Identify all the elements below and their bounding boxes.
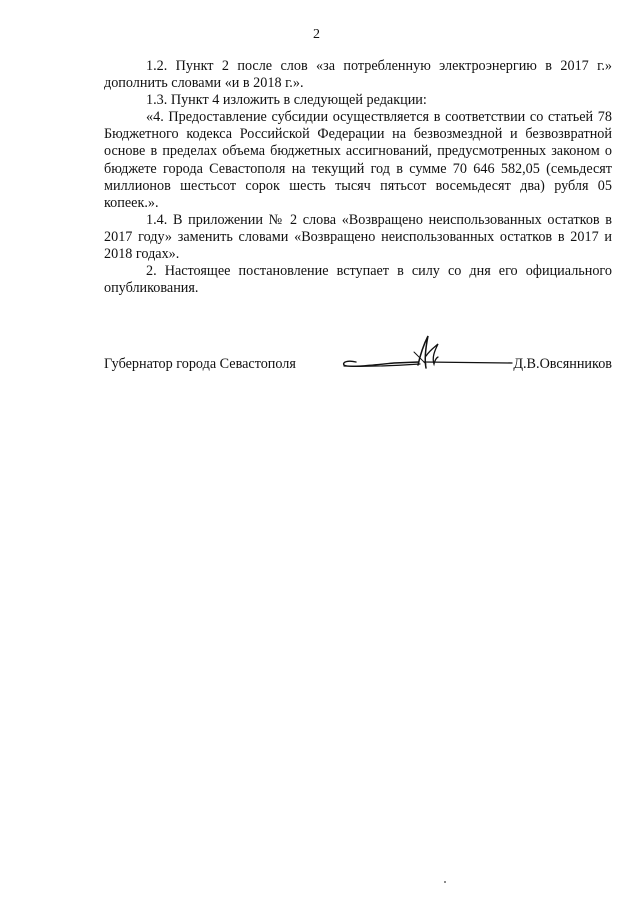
scan-speck <box>444 881 446 883</box>
paragraph-1-3: 1.3. Пункт 4 изложить в следующей редакции: <box>146 92 427 109</box>
signatory-title: Губернатор города Севастополя <box>104 356 296 372</box>
page-number: 2 <box>313 27 320 42</box>
signature-row <box>104 356 612 378</box>
document-body <box>104 58 612 297</box>
paragraph-quote-4: «4. Предоставление субсидии осуществляется в соответствии со статьей 78 Бюджетного кодекса Российской Федерации на безвозмездной и безвозвратной основе в пределах объема бюджетных ассигнований, предусмотренных законом о бюджете города Севастополя на текущий год в сумме 70 646 582,05 (семьдесят миллионов шестьсот сорок шесть тысяч пятьсот восемьдесят два) рубля 05 копеек.». <box>104 109 612 211</box>
paragraph-2: 2. Настоящее постановление вступает в силу со дня его официального опубликования. <box>104 263 612 297</box>
signatory-name: Д.В.Овсянников <box>513 356 612 372</box>
paragraph-1-4: 1.4. В приложении № 2 слова «Возвращено неиспользованных остатков в 2017 году» заменить словами «Возвращено неиспользованных остатков в 2017 и 2018 годах». <box>104 211 612 263</box>
paragraph-1-2: 1.2. Пункт 2 после слов «за потребленную электроэнергию в 2017 г.» дополнить словами «и в 2018 г.». <box>104 58 612 92</box>
handwritten-signature <box>334 332 514 376</box>
